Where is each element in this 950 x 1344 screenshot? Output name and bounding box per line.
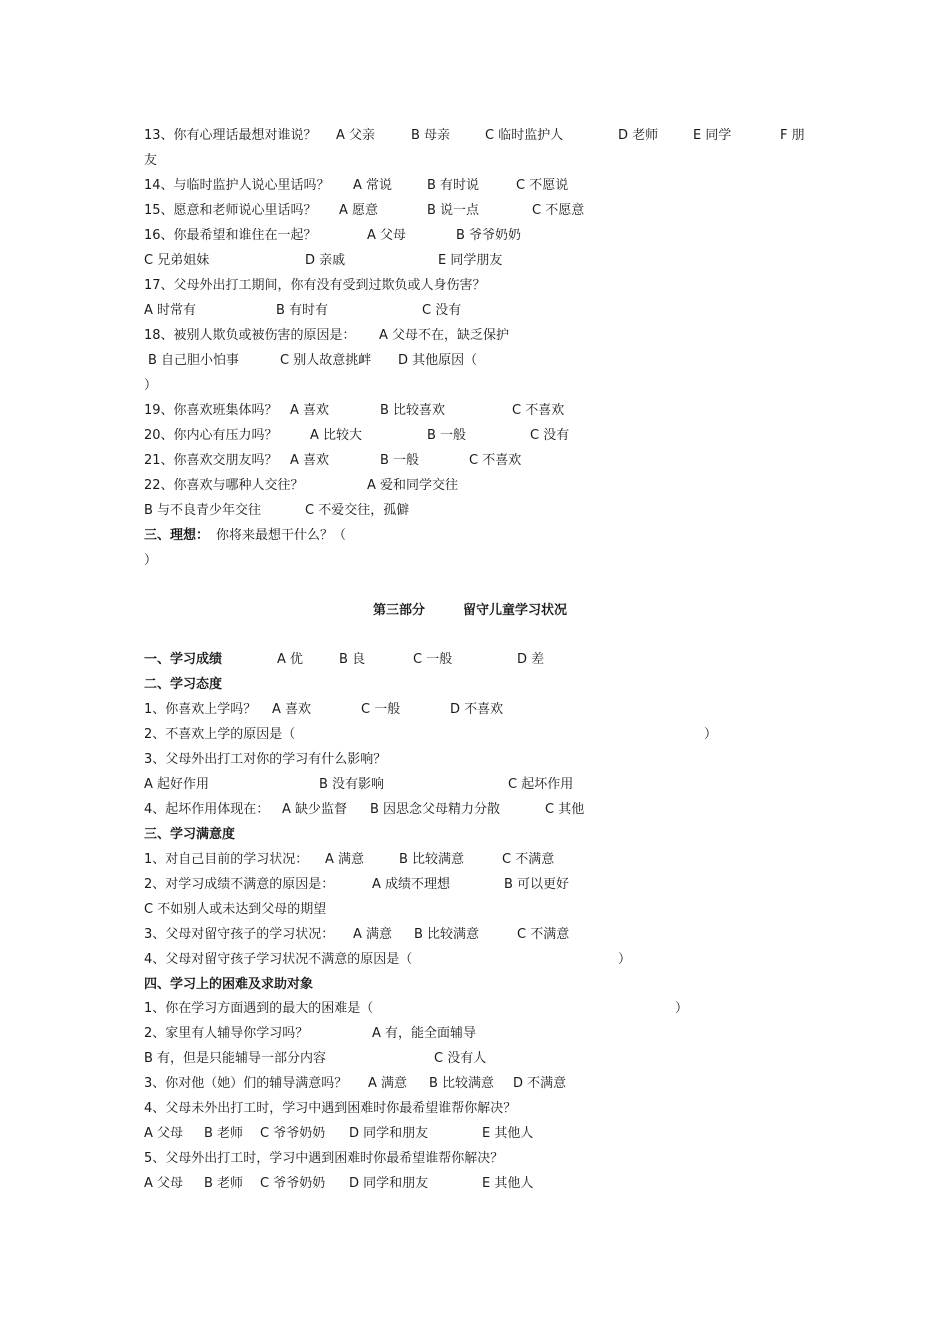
question-20	[144, 426, 744, 446]
option-a: A 父母	[144, 1126, 184, 1141]
question-17	[144, 276, 744, 296]
option-a: A 比较大	[310, 428, 363, 443]
section-label: 二、学习态度	[144, 677, 223, 692]
option-a: A 优	[277, 652, 304, 667]
question-22-options	[144, 501, 744, 521]
section-ideal	[144, 526, 744, 546]
question-text: 3、你对他（她）们的辅导满意吗？	[144, 1076, 348, 1091]
question-text: 1、你喜欢上学吗？	[144, 702, 257, 717]
question-text: 18、被别人欺负或被伤害的原因是：	[144, 328, 356, 343]
option-c: C 没有	[422, 303, 462, 318]
option-b: B 可以更好	[504, 877, 570, 892]
difficulties-question-4-options	[144, 1124, 744, 1144]
option-f-continued: 友	[144, 153, 158, 168]
option-c: C 没有人	[434, 1051, 487, 1066]
option-c: C 一般	[413, 652, 453, 667]
option-d: D 不喜欢	[450, 702, 504, 717]
option-a: A 常说	[353, 178, 393, 193]
question-text: 4、起坏作用体现在：	[144, 802, 270, 817]
question-16-options	[144, 251, 744, 271]
section-label: 一、学习成绩	[144, 652, 223, 667]
difficulties-question-5-options	[144, 1174, 744, 1194]
question-text: 1、你在学习方面遇到的最大的困难是（	[144, 1001, 374, 1016]
option-a: A 起好作用	[144, 777, 210, 792]
option-c: C 起坏作用	[508, 777, 574, 792]
question-19	[144, 401, 744, 421]
option-a: A 喜欢	[290, 403, 330, 418]
option-a: A 愿意	[339, 203, 379, 218]
question-13	[144, 126, 824, 146]
question-22	[144, 476, 744, 496]
section-label: 三、学习满意度	[144, 827, 236, 842]
question-text: 3、父母对留守孩子的学习状况：	[144, 927, 335, 942]
question-text: 14、与临时监护人说心里话吗？	[144, 178, 330, 193]
option-c: C 其他	[545, 802, 585, 817]
satisfaction-question-1	[144, 850, 744, 870]
option-f: F 朋	[780, 128, 805, 143]
question-21	[144, 451, 744, 471]
option-e: E 其他人	[482, 1126, 534, 1141]
question-14	[144, 176, 744, 196]
question-text: 13、你有心理话最想对谁说？	[144, 128, 317, 143]
satisfaction-question-3	[144, 925, 744, 945]
option-a: A 满意	[353, 927, 393, 942]
difficulties-question-5	[144, 1149, 744, 1169]
option-b: B 说一点	[427, 203, 480, 218]
question-15	[144, 201, 744, 221]
option-d: D 老师	[618, 128, 659, 143]
question-text: 1、对自己目前的学习状况：	[144, 852, 309, 867]
option-a: A 父亲	[336, 128, 376, 143]
option-b: B 自己胆小怕事	[148, 353, 240, 368]
section-label: 四、学习上的困难及求助对象	[144, 977, 314, 992]
option-d: D 其他原因（	[398, 353, 478, 368]
option-b: B 没有影响	[319, 777, 385, 792]
option-b: B 老师	[204, 1126, 244, 1141]
question-text: 2、家里有人辅导你学习吗？	[144, 1026, 309, 1041]
section-label: 三、理想：	[144, 528, 210, 543]
difficulties-question-3	[144, 1074, 744, 1094]
option-a: A 喜欢	[272, 702, 312, 717]
option-a: A 父母不在，缺乏保护	[379, 328, 510, 343]
option-b: B 一般	[380, 453, 420, 468]
question-text: 16、你最希望和谁住在一起？	[144, 228, 317, 243]
option-d: D 同学和朋友	[349, 1126, 429, 1141]
satisfaction-question-4	[144, 950, 744, 970]
attitude-question-4	[144, 800, 744, 820]
question-text: 2、不喜欢上学的原因是（	[144, 727, 296, 742]
question-text: 5、父母外出打工时，学习中遇到困难时你最希望谁帮你解决？	[144, 1151, 504, 1166]
difficulties-question-2	[144, 1024, 744, 1044]
option-c: C 不满意	[517, 927, 570, 942]
attitude-question-3-options	[144, 775, 744, 795]
section-grades	[144, 650, 744, 670]
option-a: A 父母	[144, 1176, 184, 1191]
option-b: B 比较喜欢	[380, 403, 446, 418]
question-text: 21、你喜欢交朋友吗？	[144, 453, 278, 468]
close-paren: ）	[618, 952, 632, 967]
question-text: 4、父母对留守孩子学习状况不满意的原因是（	[144, 952, 413, 967]
option-a: A 成绩不理想	[372, 877, 451, 892]
option-b: B 有，但是只能辅导一部分内容	[144, 1051, 327, 1066]
option-c: C 不如别人或未达到父母的期望	[144, 902, 327, 917]
option-e: E 同学	[693, 128, 732, 143]
part-label: 第三部分	[373, 603, 426, 618]
option-c: C 不爱交往，孤僻	[305, 503, 410, 518]
option-c: C 别人故意挑衅	[280, 353, 372, 368]
option-d: D 差	[517, 652, 545, 667]
option-c: C 不喜欢	[512, 403, 565, 418]
question-17-options	[144, 301, 744, 321]
option-e: E 其他人	[482, 1176, 534, 1191]
option-b: B 良	[339, 652, 366, 667]
question-text: 2、对学习成绩不满意的原因是：	[144, 877, 335, 892]
close-paren: ）	[675, 1001, 689, 1016]
question-text: 17、父母外出打工期间，你有没有受到过欺负或人身伤害？	[144, 278, 486, 293]
attitude-question-2	[144, 725, 744, 745]
question-text: 15、愿意和老师说心里话吗？	[144, 203, 317, 218]
option-c: C 兄弟姐妹	[144, 253, 210, 268]
question-text: 22、你喜欢与哪种人交往？	[144, 478, 304, 493]
question-text: 20、你内心有压力吗？	[144, 428, 278, 443]
attitude-question-3	[144, 750, 744, 770]
option-a: A 爱和同学交往	[367, 478, 459, 493]
part-name: 留守儿童学习状况	[463, 603, 568, 618]
option-a: A 满意	[325, 852, 365, 867]
question-text: 4、父母未外出打工时，学习中遇到困难时你最希望谁帮你解决？	[144, 1101, 517, 1116]
option-b: B 母亲	[411, 128, 451, 143]
option-a: A 父母	[367, 228, 407, 243]
option-b: B 一般	[427, 428, 467, 443]
difficulties-question-2-options	[144, 1049, 744, 1069]
difficulties-question-4	[144, 1099, 744, 1119]
question-text: 19、你喜欢班集体吗？	[144, 403, 278, 418]
close-paren: ）	[144, 553, 158, 568]
option-c: C 不满意	[502, 852, 555, 867]
option-b: B 比较满意	[399, 852, 465, 867]
difficulties-question-1	[144, 999, 744, 1019]
option-d: D 同学和朋友	[349, 1176, 429, 1191]
part-3-title	[0, 601, 950, 621]
close-paren: ）	[144, 378, 158, 393]
option-c: C 没有	[530, 428, 570, 443]
satisfaction-question-2-options	[144, 900, 744, 920]
question-text: 你将来最想干什么？（	[216, 528, 347, 543]
option-b: B 比较满意	[414, 927, 480, 942]
option-c: C 不喜欢	[469, 453, 522, 468]
question-18	[144, 326, 744, 346]
option-d: D 不满意	[513, 1076, 567, 1091]
close-paren: ）	[704, 727, 718, 742]
question-text: 3、父母外出打工对你的学习有什么影响？	[144, 752, 387, 767]
option-d: D 亲戚	[305, 253, 346, 268]
question-16	[144, 226, 744, 246]
option-c: C 爷爷奶奶	[260, 1176, 326, 1191]
option-b: B 老师	[204, 1176, 244, 1191]
option-c: C 不愿意	[532, 203, 585, 218]
option-e: E 同学朋友	[438, 253, 503, 268]
option-b: B 比较满意	[429, 1076, 495, 1091]
option-b: B 有时有	[276, 303, 329, 318]
satisfaction-question-2	[144, 875, 744, 895]
option-a: A 时常有	[144, 303, 197, 318]
option-a: A 缺少监督	[282, 802, 348, 817]
option-a: A 有，能全面辅导	[372, 1026, 477, 1041]
option-c: C 不愿说	[516, 178, 569, 193]
option-c: C 爷爷奶奶	[260, 1126, 326, 1141]
option-b: B 与不良青少年交往	[144, 503, 262, 518]
option-b: B 有时说	[427, 178, 480, 193]
option-c: C 一般	[361, 702, 401, 717]
option-a: A 喜欢	[290, 453, 330, 468]
option-b: B 因思念父母精力分散	[370, 802, 501, 817]
attitude-question-1	[144, 700, 744, 720]
question-18-options	[144, 351, 744, 371]
option-b: B 爷爷奶奶	[456, 228, 522, 243]
option-c: C 临时监护人	[485, 128, 564, 143]
option-a: A 满意	[368, 1076, 408, 1091]
